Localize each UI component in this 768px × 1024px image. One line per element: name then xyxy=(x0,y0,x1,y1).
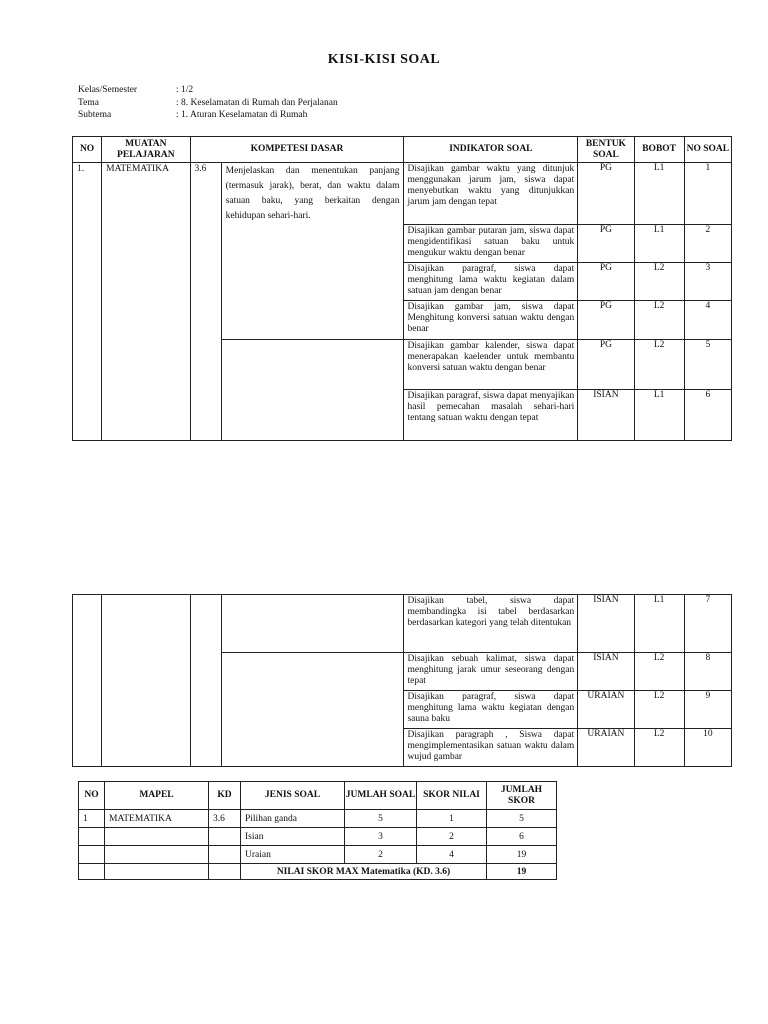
bentuk-cell: URAIAN xyxy=(578,691,634,729)
indikator-cell: Disajikan gambar kalender, siswa dapat menerapakan kaelender untuk membantu konversi satuan waktu dengan benar xyxy=(404,340,578,390)
row-muatan: MATEMATIKA xyxy=(102,163,190,441)
summary-row xyxy=(79,828,557,846)
summary-skor-nilai: 2 xyxy=(417,828,487,846)
summary-total-value: 19 xyxy=(487,864,557,880)
summary-jumlah-soal: 3 xyxy=(345,828,417,846)
meta-value: : 1/2 xyxy=(176,85,194,95)
bentuk-cell: ISIAN xyxy=(578,390,634,441)
summary-jenis: Isian xyxy=(241,828,345,846)
bobot-cell: L2 xyxy=(634,729,684,767)
indikator-cell: Disajikan tabel, siswa dapat membandingka isi tabel berdasarkan berdasarkan kategori yang telah ditentukan xyxy=(404,595,578,653)
summary-jumlah-skor: 19 xyxy=(487,846,557,864)
no-soal-cell: 7 xyxy=(684,595,731,653)
kisi-kisi-table xyxy=(72,136,732,441)
summary-kd: 3.6 xyxy=(209,810,241,828)
empty-muatan-cell xyxy=(102,595,190,767)
meta-key: Tema xyxy=(78,97,99,108)
empty-kd-number-cell xyxy=(190,595,221,767)
summary-kd xyxy=(209,828,241,846)
summary-mapel xyxy=(105,846,209,864)
meta-row-kelas xyxy=(78,84,338,97)
indikator-cell: Disajikan paragraf, siswa dapat menghitung lama waktu kegiatan dalam satuan jam dengan benar xyxy=(404,263,578,301)
bentuk-cell: URAIAN xyxy=(578,729,634,767)
summary-total-empty-no xyxy=(79,864,105,880)
no-soal-cell: 2 xyxy=(684,225,731,263)
empty-kd-cell xyxy=(221,653,404,767)
document-meta xyxy=(78,84,338,122)
bentuk-cell: ISIAN xyxy=(578,653,634,691)
no-soal-cell: 9 xyxy=(684,691,731,729)
summary-header-mapel: MAPEL xyxy=(105,782,209,810)
summary-jumlah-soal: 2 xyxy=(345,846,417,864)
bobot-cell: L2 xyxy=(634,653,684,691)
bentuk-cell: PG xyxy=(578,301,634,340)
bentuk-cell: ISIAN xyxy=(578,595,634,653)
row-kd-text: Menjelaskan dan menentukan panjang (termasuk jarak), berat, dan waktu dalam satuan baku, yang berkaitan dengan kehidupan sehari-hari. xyxy=(221,163,404,340)
summary-kd xyxy=(209,846,241,864)
summary-header-jumlah-soal: JUMLAH SOAL xyxy=(345,782,417,810)
bobot-cell: L2 xyxy=(634,691,684,729)
indikator-cell: Disajikan sebuah kalimat, siswa dapat menghitung jarak umur seseorang dengan tepat xyxy=(404,653,578,691)
bobot-cell: L2 xyxy=(634,301,684,340)
meta-key: Subtema xyxy=(78,110,112,120)
row-kd-number: 3.6 xyxy=(190,163,221,441)
summary-mapel xyxy=(105,828,209,846)
bobot-cell: L2 xyxy=(634,340,684,390)
no-soal-cell: 8 xyxy=(684,653,731,691)
empty-kd-cell xyxy=(221,340,404,441)
no-soal-cell: 10 xyxy=(684,729,731,767)
meta-key: Kelas/Semester xyxy=(78,85,138,95)
no-soal-cell: 6 xyxy=(684,390,731,441)
indikator-cell: Disajikan paragraph , Siswa dapat mengimplementasikan satuan waktu dalam wujud gambar xyxy=(404,729,578,767)
indikator-cell: Disajikan gambar waktu yang ditunjuk menggunakan jarum jam, siswa dapat menyebutkan waktu yang ditunjukkan jarum jam dengan tepat xyxy=(404,163,578,225)
header-muatan: MUATAN PELAJARAN xyxy=(102,137,190,163)
bobot-cell: L2 xyxy=(634,263,684,301)
summary-mapel: MATEMATIKA xyxy=(105,810,209,828)
summary-jumlah-skor: 6 xyxy=(487,828,557,846)
bobot-cell: L1 xyxy=(634,163,684,225)
summary-header-no: NO xyxy=(79,782,105,810)
header-bentuk: BENTUK SOAL xyxy=(578,137,634,163)
summary-no xyxy=(79,846,105,864)
no-soal-cell: 5 xyxy=(684,340,731,390)
summary-no xyxy=(79,828,105,846)
document-title: KISI-KISI SOAL xyxy=(327,52,441,67)
header-bobot: BOBOT xyxy=(634,137,684,163)
score-summary-table xyxy=(78,781,557,880)
bentuk-cell: PG xyxy=(578,225,634,263)
summary-total-empty-kd xyxy=(209,864,241,880)
row-no: 1. xyxy=(73,163,102,441)
summary-row xyxy=(79,846,557,864)
no-soal-cell: 1 xyxy=(684,163,731,225)
table-row xyxy=(73,163,732,225)
summary-total-label: NILAI SKOR MAX Matematika (KD. 3.6) xyxy=(241,864,487,880)
meta-value: : 8. Keselamatan di Rumah dan Perjalanan xyxy=(176,97,338,108)
no-soal-cell: 3 xyxy=(684,263,731,301)
header-no-soal: NO SOAL xyxy=(684,137,731,163)
summary-total-row xyxy=(79,864,557,880)
summary-header-jenis: JENIS SOAL xyxy=(241,782,345,810)
summary-header-jumlah-skor: JUMLAH SKOR xyxy=(487,782,557,810)
header-row xyxy=(73,137,732,163)
summary-jenis: Pilihan ganda xyxy=(241,810,345,828)
header-indikator: INDIKATOR SOAL xyxy=(404,137,578,163)
meta-row-tema xyxy=(78,97,338,110)
indikator-cell: Disajikan paragraf, siswa dapat menghitung lama waktu kegiatan dengan sauna baku xyxy=(404,691,578,729)
no-soal-cell: 4 xyxy=(684,301,731,340)
bobot-cell: L1 xyxy=(634,595,684,653)
summary-header-skor-nilai: SKOR NILAI xyxy=(417,782,487,810)
bobot-cell: L1 xyxy=(634,225,684,263)
summary-header-kd: KD xyxy=(209,782,241,810)
summary-jenis: Uraian xyxy=(241,846,345,864)
summary-skor-nilai: 4 xyxy=(417,846,487,864)
header-no: NO xyxy=(73,137,102,163)
bentuk-cell: PG xyxy=(578,340,634,390)
indikator-cell: Disajikan gambar putaran jam, siswa dapat mengidentifikasi satuan baku untuk mengukur waktu dengan benar xyxy=(404,225,578,263)
summary-total-empty-mapel xyxy=(105,864,209,880)
table-row xyxy=(73,595,732,653)
empty-no-cell xyxy=(73,595,102,767)
indikator-cell: Disajikan paragraf, siswa dapat menyajikan hasil pemecahan masalah sehari-hari tentang satuan waktu dengan tepat xyxy=(404,390,578,441)
summary-jumlah-skor: 5 xyxy=(487,810,557,828)
bobot-cell: L1 xyxy=(634,390,684,441)
summary-no: 1 xyxy=(79,810,105,828)
summary-row xyxy=(79,810,557,828)
meta-row-subtema xyxy=(78,109,338,122)
empty-kd-cell xyxy=(221,595,404,653)
kisi-kisi-table-continued xyxy=(72,594,732,767)
bentuk-cell: PG xyxy=(578,263,634,301)
summary-skor-nilai: 1 xyxy=(417,810,487,828)
header-kd: KOMPETESI DASAR xyxy=(190,137,404,163)
summary-jumlah-soal: 5 xyxy=(345,810,417,828)
indikator-cell: Disajikan gambar jam, siswa dapat Menghitung konversi satuan waktu dengan benar xyxy=(404,301,578,340)
meta-value: : 1. Aturan Keselamatan di Rumah xyxy=(176,110,308,120)
summary-header-row xyxy=(79,782,557,810)
bentuk-cell: PG xyxy=(578,163,634,225)
